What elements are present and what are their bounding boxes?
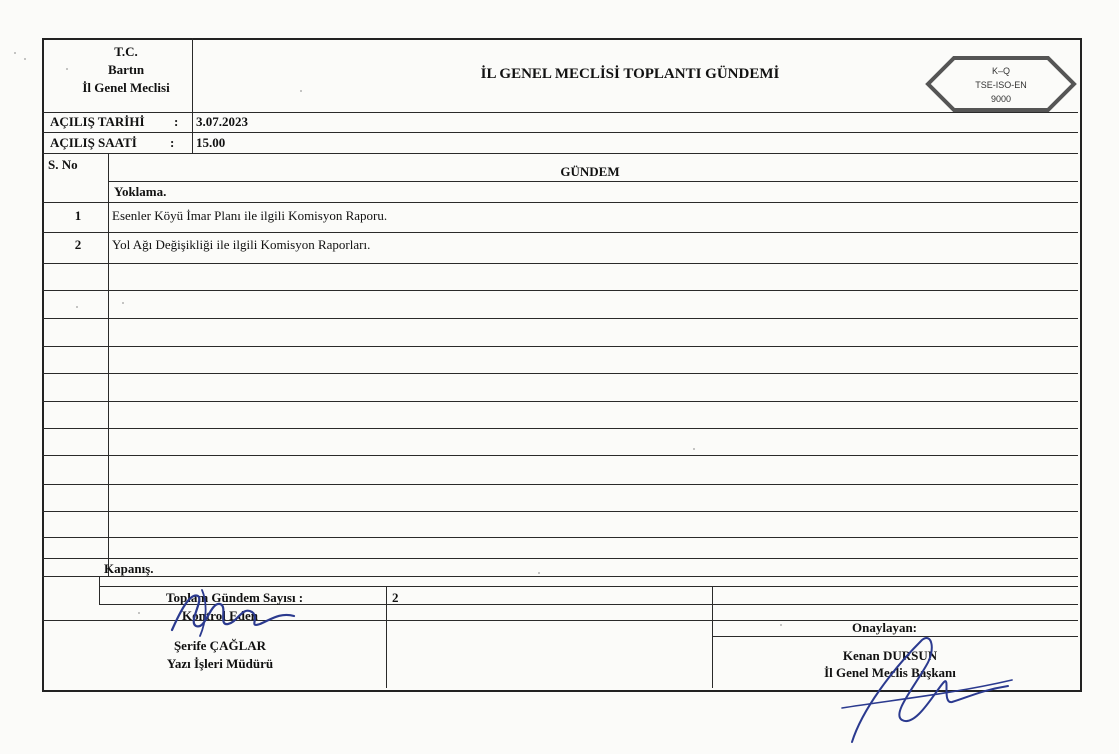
empty-row-line bbox=[42, 511, 1078, 512]
control-title: Yazı İşleri Müdürü bbox=[166, 656, 274, 671]
document-title: İL GENEL MECLİSİ TOPLANTI GÜNDEMİ bbox=[480, 66, 780, 82]
roll-call: Yoklama. bbox=[114, 184, 167, 199]
agenda-item-2-no: 2 bbox=[74, 237, 82, 252]
time-row-bottom bbox=[42, 153, 1078, 154]
org-council: İl Genel Meclisi bbox=[82, 80, 170, 95]
scan-speck bbox=[24, 58, 26, 60]
scan-speck bbox=[122, 302, 124, 304]
agenda-item-1-no: 1 bbox=[74, 208, 82, 223]
scan-speck bbox=[14, 52, 16, 54]
roll-call-bottom bbox=[42, 202, 1078, 203]
badge-line1: K–Q bbox=[991, 66, 1011, 76]
empty-row-line bbox=[42, 537, 1078, 538]
scan-speck bbox=[66, 68, 68, 70]
approver-label: Onaylayan: bbox=[852, 620, 918, 635]
empty-row-line bbox=[42, 484, 1078, 485]
org-tc: T.C. bbox=[114, 44, 138, 59]
agenda-item-1-text: Esenler Köyü İmar Planı ile ilgili Komisyon Raporu. bbox=[112, 208, 388, 223]
total-agenda-label: Toplam Gündem Sayısı : bbox=[166, 590, 304, 605]
tse-quality-badge bbox=[918, 48, 1078, 120]
approver-name: Kenan DURSUN bbox=[842, 648, 938, 663]
opening-divider bbox=[192, 112, 193, 153]
empty-row-line bbox=[42, 428, 1078, 429]
date-row-bottom bbox=[42, 132, 1078, 133]
control-name: Şerife ÇAĞLAR bbox=[173, 638, 267, 653]
opening-time-label: AÇILIŞ SAATİ bbox=[50, 135, 137, 150]
col-header-no: S. No bbox=[48, 157, 78, 172]
col-header-agenda: GÜNDEM bbox=[560, 164, 620, 179]
empty-row-line bbox=[42, 318, 1078, 319]
scan-speck bbox=[76, 306, 78, 308]
approver-signature bbox=[832, 630, 1022, 748]
opening-date-value: 3.07.2023 bbox=[196, 114, 248, 129]
empty-row-line bbox=[42, 346, 1078, 347]
closing-row-bottom bbox=[42, 576, 1078, 577]
approver-divider bbox=[712, 586, 713, 688]
table-no-divider-lower bbox=[99, 576, 100, 604]
opening-date-label: AÇILIŞ TARİHİ bbox=[50, 114, 145, 129]
control-signature bbox=[162, 582, 312, 638]
empty-row-line bbox=[42, 558, 1078, 559]
totals-divider bbox=[386, 586, 387, 688]
empty-row-line bbox=[42, 290, 1078, 291]
scan-speck bbox=[693, 448, 695, 450]
opening-time-value: 15.00 bbox=[196, 135, 226, 150]
badge-line3: 9000 bbox=[990, 94, 1012, 104]
table-no-divider bbox=[108, 153, 109, 576]
scan-speck bbox=[780, 624, 782, 626]
opening-date-colon: : bbox=[174, 114, 179, 129]
empty-row-line bbox=[42, 373, 1078, 374]
org-bartin: Bartın bbox=[107, 62, 145, 77]
badge-line2: TSE-ISO-EN bbox=[975, 80, 1027, 90]
opening-time-colon: : bbox=[170, 135, 175, 150]
scan-speck bbox=[138, 612, 140, 614]
empty-row-line bbox=[42, 455, 1078, 456]
agenda-row-1-bottom bbox=[42, 232, 1078, 233]
table-header-bottom bbox=[108, 181, 1078, 182]
scan-speck bbox=[538, 572, 540, 574]
closing: Kapanış. bbox=[104, 561, 154, 576]
approver-title: İl Genel Meclis Başkanı bbox=[824, 665, 956, 680]
header-divider bbox=[192, 38, 193, 112]
total-agenda-value: 2 bbox=[392, 590, 399, 605]
control-label: Kontrol Eden bbox=[182, 608, 258, 623]
scan-speck bbox=[300, 90, 302, 92]
agenda-item-2-text: Yol Ağı Değişikliği ile ilgili Komisyon Raporları. bbox=[112, 237, 371, 252]
agenda-row-2-bottom bbox=[42, 263, 1078, 264]
empty-row-line bbox=[42, 401, 1078, 402]
